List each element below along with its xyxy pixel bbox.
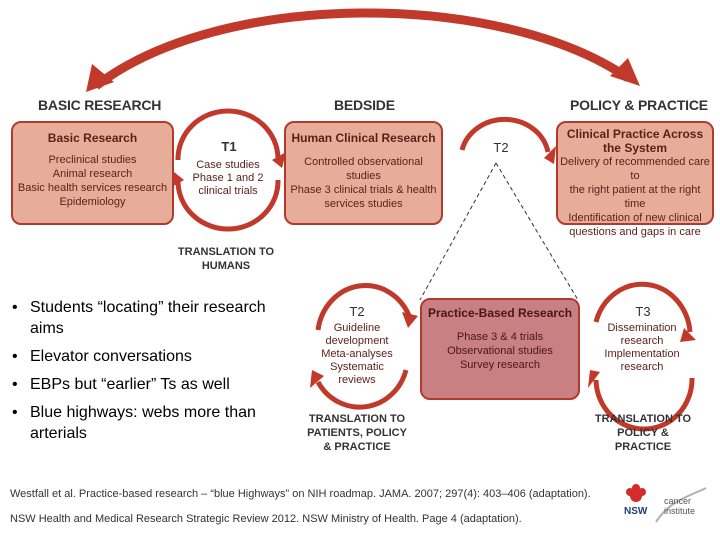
human-clinical-line: services studies — [324, 198, 403, 210]
translation-line: & PRACTICE — [323, 441, 391, 453]
practice-based-title: Practice-Based Research — [427, 306, 573, 320]
citation-westfall: Westfall et al. Practice-based research – “blue Highways” on NIH roadmap. JAMA. 2007; 297(4): 403–406 (adaptation). — [10, 488, 591, 500]
nsw-waratah-logo — [626, 484, 646, 502]
bullet-item — [10, 374, 300, 395]
bullet-item — [10, 402, 300, 444]
basic-research-title: Basic Research — [47, 131, 138, 145]
bullet-item — [10, 346, 300, 367]
practice-based-line: Phase 3 & 4 trials — [456, 331, 544, 343]
bullet-list — [10, 297, 300, 451]
practice-based-research-box — [420, 298, 580, 400]
translation-line: TRANSLATION TO — [308, 413, 406, 425]
translation-to-humans — [176, 245, 276, 273]
cancer-logo-text: cancer — [664, 496, 692, 506]
clinical-practice-line: Delivery of recommended care to — [560, 156, 710, 182]
t3-line: Dissemination — [607, 322, 677, 334]
translation-line: HUMANS — [201, 260, 251, 272]
basic-research-box — [11, 121, 174, 225]
bullet-text: Students “locating” their research aims — [30, 299, 266, 337]
header-basic-research: BASIC RESEARCH — [38, 97, 162, 113]
clinical-practice-line: Identification of new clinical — [568, 212, 702, 224]
t3-line: Implementation — [604, 348, 680, 360]
t3-line: research — [620, 335, 664, 347]
t1-label: T1 — [221, 139, 237, 154]
practice-based-line: Observational studies — [447, 345, 553, 357]
t1-line: Phase 1 and 2 — [192, 172, 264, 184]
translation-line: POLICY & PRACTICE — [614, 427, 672, 453]
t2-label: T2 — [349, 304, 365, 319]
t2-line: Meta-analyses — [321, 348, 393, 360]
translation-to-policy — [588, 412, 698, 454]
t2-line: Guideline — [333, 322, 381, 334]
t3-label: T3 — [635, 304, 651, 319]
basic-research-line: Animal research — [52, 168, 133, 180]
institute-logo-text: institute — [664, 506, 696, 516]
t3-text — [598, 322, 686, 374]
translation-line: TRANSLATION TO — [177, 246, 275, 258]
header-policy-practice: POLICY & PRACTICE — [570, 97, 708, 113]
practice-based-line: Survey research — [459, 359, 541, 371]
nsw-logo-text: NSW — [624, 506, 648, 517]
t2-text — [316, 322, 398, 387]
basic-research-line: Epidemiology — [59, 196, 126, 208]
bullet-dot-icon: • — [12, 404, 18, 421]
clinical-practice-title: the System — [602, 141, 668, 155]
header-bedside: BEDSIDE — [334, 97, 395, 113]
t1-line: clinical trials — [198, 185, 258, 197]
human-clinical-title: Human Clinical Research — [291, 131, 436, 145]
t2-top-label: T2 — [493, 140, 509, 155]
t1-text — [188, 159, 268, 198]
bullet-item — [10, 297, 300, 339]
t3-line: research — [620, 361, 664, 373]
citation-nsw: NSW Health and Medical Research Strategic Review 2012. NSW Ministry of Health. Page 4 (adaptation). — [10, 513, 522, 525]
translation-to-patients — [304, 412, 410, 454]
bullet-text: Blue highways: webs more than arterials — [30, 404, 256, 442]
human-clinical-line: Controlled observational studies — [304, 156, 423, 182]
translation-line: PATIENTS, POLICY — [307, 427, 407, 439]
clinical-practice-box — [556, 121, 714, 238]
bullet-dot-icon: • — [12, 299, 18, 316]
t1-line: Case studies — [196, 159, 260, 171]
clinical-practice-title: Clinical Practice Across — [566, 127, 704, 141]
t2-line: Systematic — [330, 361, 384, 373]
basic-research-line: Basic health services research — [17, 182, 168, 194]
bullet-dot-icon: • — [12, 376, 18, 393]
translation-line: TRANSLATION TO — [594, 413, 692, 425]
bullet-dot-icon: • — [12, 348, 18, 365]
t2-line: reviews — [338, 374, 376, 386]
top-arc-right-arrowhead — [610, 58, 640, 86]
bullet-text: Elevator conversations — [30, 348, 192, 365]
cancer-institute-logo — [664, 496, 695, 516]
bullet-text: EBPs but “earlier” Ts as well — [30, 376, 230, 393]
clinical-practice-line: questions and gaps in care — [569, 226, 701, 238]
human-clinical-research-box — [284, 121, 443, 225]
clinical-practice-line: the right patient at the right time — [569, 184, 701, 210]
top-arc-arrow — [96, 13, 628, 86]
t2-line: development — [325, 335, 389, 347]
basic-research-line: Preclinical studies — [48, 154, 137, 166]
human-clinical-line: Phase 3 clinical trials & health — [290, 184, 437, 196]
